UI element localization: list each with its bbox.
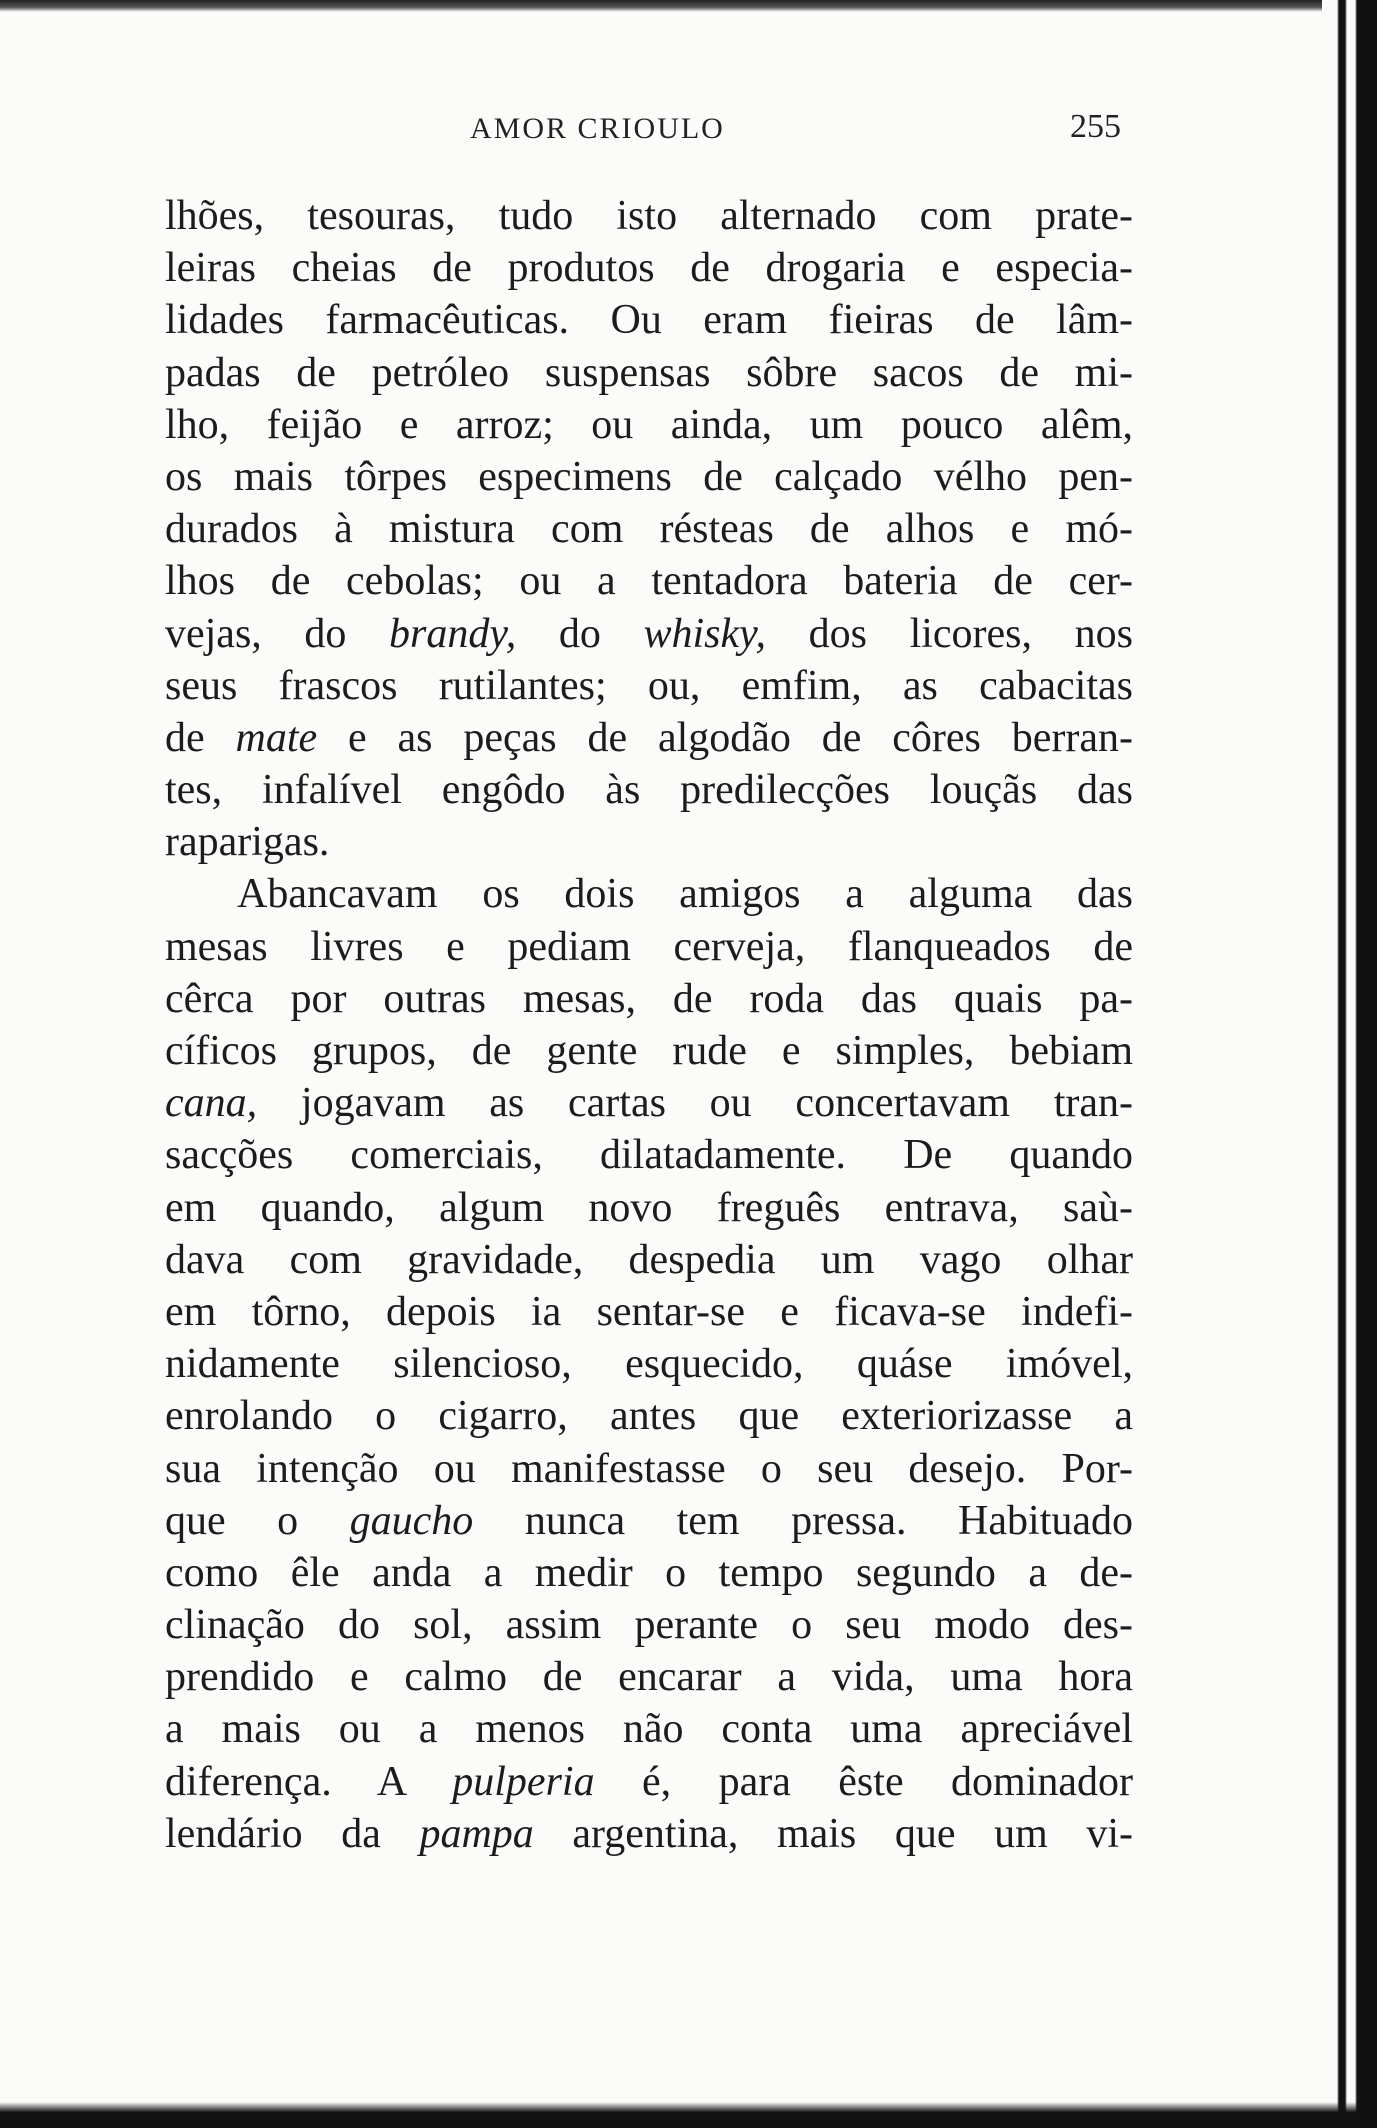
text-line: sua intenção ou manifestasse o seu desejo. Por-	[165, 1445, 1133, 1492]
text-line: nidamente silencioso, esquecido, quáse imóvel,	[165, 1341, 1133, 1388]
text-line: cíficos grupos, de gente rude e simples, bebiam	[165, 1028, 1133, 1074]
text-line: dava com gravidade, despedia um vago olhar	[165, 1236, 1133, 1283]
text-line: em tôrno, depois ia sentar-se e ficava-se indefi-	[165, 1288, 1133, 1335]
text-line: clinação do sol, assim perante o seu modo des-	[165, 1602, 1133, 1649]
text-line: a mais ou a menos não conta uma apreciável	[165, 1706, 1133, 1753]
italic-term: mate	[235, 714, 318, 761]
text-line: lho, feijão e arroz; ou ainda, um pouco alêm,	[165, 401, 1133, 448]
text-line: mesas livres e pediam cerveja, flanqueados de	[165, 923, 1133, 970]
text-line: prendido e calmo de encarar a vida, uma hora	[165, 1654, 1133, 1701]
text-line: lendário da pampa argentina, mais que um vi-	[165, 1810, 1134, 1857]
italic-term: whisky,	[643, 610, 766, 657]
text-line: sacções comerciais, dilatadamente. De quando	[165, 1132, 1133, 1179]
text-line: padas de petróleo suspensas sôbre sacos de mi-	[165, 349, 1133, 396]
paragraph-start-line: Abancavam os dois amigos a alguma das	[237, 871, 1133, 918]
scan-edge-bottom	[0, 2102, 1377, 2128]
text-line: seus frascos rutilantes; ou, emfim, as cabacitas	[165, 662, 1133, 709]
italic-term: pampa	[419, 1810, 534, 1857]
text-line: os mais tôrpes especimens de calçado vélho pen-	[165, 453, 1133, 500]
text-line: lhões, tesouras, tudo isto alternado com prate-	[165, 193, 1133, 239]
text-line: de mate e as peças de algodão de côres berran-	[165, 714, 1133, 761]
page-number: 255	[1070, 108, 1121, 145]
scan-edge-right	[1329, 0, 1377, 2128]
text-line: lidades farmacêuticas. Ou eram fieiras de lâm-	[165, 297, 1133, 344]
text-line: cana, jogavam as cartas ou concertavam tran-	[165, 1080, 1133, 1127]
text-line: leiras cheias de produtos de drogaria e especia-	[165, 245, 1133, 292]
running-title: AMOR CRIOULO	[470, 112, 725, 145]
scan-edge-top	[0, 0, 1322, 12]
text-line: enrolando o cigarro, antes que exteriorizasse a	[165, 1393, 1133, 1440]
italic-term: brandy,	[389, 610, 517, 657]
italic-term: pulperia	[452, 1758, 595, 1805]
text-line: cêrca por outras mesas, de roda das quais pa-	[165, 975, 1133, 1022]
italic-term: cana,	[165, 1080, 258, 1127]
text-line: como êle anda a medir o tempo segundo a de-	[165, 1549, 1133, 1596]
text-line: que o gaucho nunca tem pressa. Habituado	[165, 1497, 1133, 1544]
text-line: em quando, algum novo freguês entrava, saù-	[165, 1184, 1133, 1231]
text-line: lhos de cebolas; ou a tentadora bateria de cer-	[165, 558, 1133, 605]
text-line: vejas, do brandy, do whisky, dos licores, nos	[165, 610, 1133, 657]
body-text	[165, 190, 1133, 1860]
text-line: durados à mistura com résteas de alhos e mó-	[165, 506, 1133, 553]
text-line: diferença. A pulperia é, para êste dominador	[165, 1758, 1133, 1805]
text-line: tes, infalível engôdo às predilecções louçãs das	[165, 767, 1133, 814]
text-line: raparigas.	[165, 819, 330, 866]
running-head	[0, 108, 1377, 148]
italic-term: gaucho	[349, 1497, 474, 1544]
